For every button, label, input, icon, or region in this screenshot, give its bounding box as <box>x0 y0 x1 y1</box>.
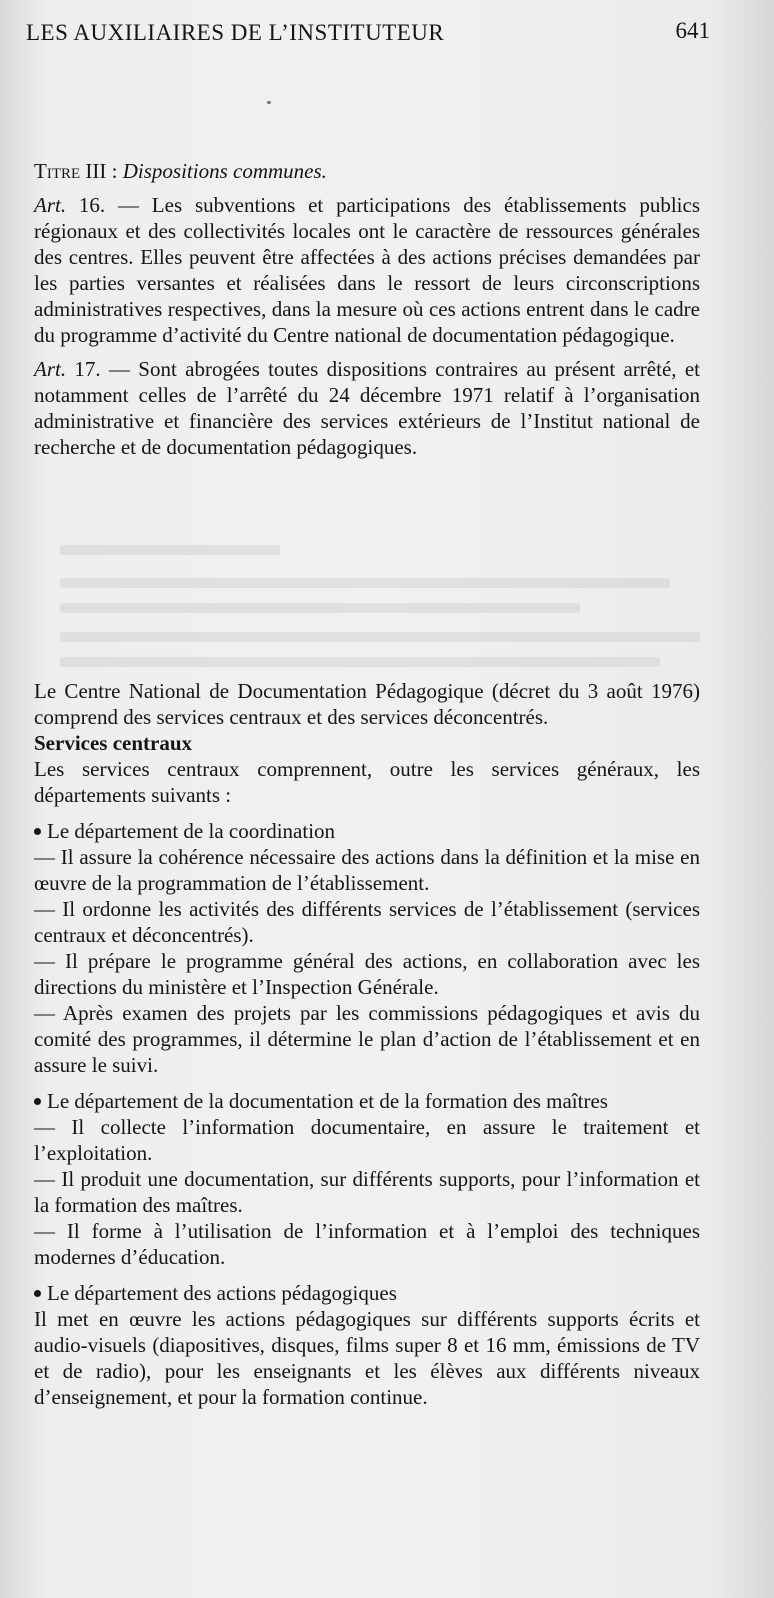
article-17-label: Art. <box>34 357 67 381</box>
articles-block <box>34 158 700 460</box>
dept2-item: — Il collecte l’information documentaire, en assure le traitement et l’exploitation. <box>34 1115 700 1165</box>
cndp-intro: Le Centre National de Documentation Pédagogique (décret du 3 août 1976) comprend des services centraux et des services déconcentrés. <box>34 679 700 729</box>
article-16 <box>34 192 700 348</box>
dept2-item: — Il forme à l’utilisation de l’information et à l’emploi des techniques modernes d’éducation. <box>34 1219 700 1269</box>
dept2-title <box>34 1088 700 1114</box>
dept3-text: Il met en œuvre les actions pédagogiques sur différents supports écrits et audio-visuels (diapositives, disques, films super 8 et 16 mm, émissions de TV et de radio), pour les enseignants et les élèves aux différents niveaux d’enseignement, et pour la formation continue. <box>34 1307 700 1409</box>
dept1-title <box>34 818 700 844</box>
dept2-title-text: Le département de la documentation et de la formation des maîtres <box>47 1089 608 1113</box>
bullet-icon <box>34 1098 41 1105</box>
services-intro: Les services centraux comprennent, outre les services généraux, les départements suivants : <box>34 757 700 807</box>
dept1-item: — Il assure la cohérence nécessaire des actions dans la définition et la mise en œuvre de la programmation de l’établissement. <box>34 845 700 895</box>
dept1-item: — Après examen des projets par les commissions pédagogiques et avis du comité des programmes, il détermine le plan d’action de l’établissement et en assure le suivi. <box>34 1001 700 1077</box>
titre-separator: : <box>106 159 123 183</box>
show-through-mark <box>60 632 700 642</box>
titre-text: Dispositions communes. <box>122 159 327 183</box>
running-title: LES AUXILIAIRES DE L’INSTITUTEUR <box>26 20 445 45</box>
bullet-icon <box>34 1290 41 1297</box>
article-16-label: Art. <box>34 193 67 217</box>
article-16-text: 16. — Les subventions et participations des établissements publics régionaux et des collectivités locales ont le caractère de ressources générales des centres. Elles peuvent être affectées à des actions précises demandées par les parties versantes et réalisées dans le ressort de leurs circonscriptions administratives respectives, dans la mesure où ces actions entrent dans le cadre du programme d’activité du Centre national de documentation pédagogique. <box>34 193 700 347</box>
page-number: 641 <box>675 18 710 43</box>
show-through-mark <box>60 603 580 613</box>
dept1-item: — Il ordonne les activités des différents services de l’établissement (services centraux et déconcentrés). <box>34 897 700 947</box>
article-17 <box>34 356 700 460</box>
bullet-icon <box>34 828 41 835</box>
show-through-mark <box>60 657 660 667</box>
dept1-title-text: Le département de la coordination <box>47 819 336 843</box>
cndp-block <box>34 678 700 1410</box>
dept1-item: — Il prépare le programme général des actions, en collaboration avec les directions du ministère et l’Inspection Générale. <box>34 949 700 999</box>
titre-label: Titre III <box>34 159 107 183</box>
show-through-mark <box>60 578 670 588</box>
show-through-mark <box>60 545 280 555</box>
running-head <box>26 20 716 52</box>
article-17-text: 17. — Sont abrogées toutes dispositions contraires au présent arrêté, et notamment celles de l’arrêté du 24 décembre 1971 relatif à l’organisation administrative et financière des services extérieurs de l’Institut national de recherche et de documentation pédagogiques. <box>34 357 700 459</box>
dept3-title-text: Le département des actions pédagogiques <box>47 1281 397 1305</box>
dept2-item: — Il produit une documentation, sur différents supports, pour l’information et la formation des maîtres. <box>34 1167 700 1217</box>
dept3-title <box>34 1280 700 1306</box>
titre-line <box>34 158 700 184</box>
section-heading: Services centraux <box>34 731 193 755</box>
ink-speck <box>267 101 271 104</box>
